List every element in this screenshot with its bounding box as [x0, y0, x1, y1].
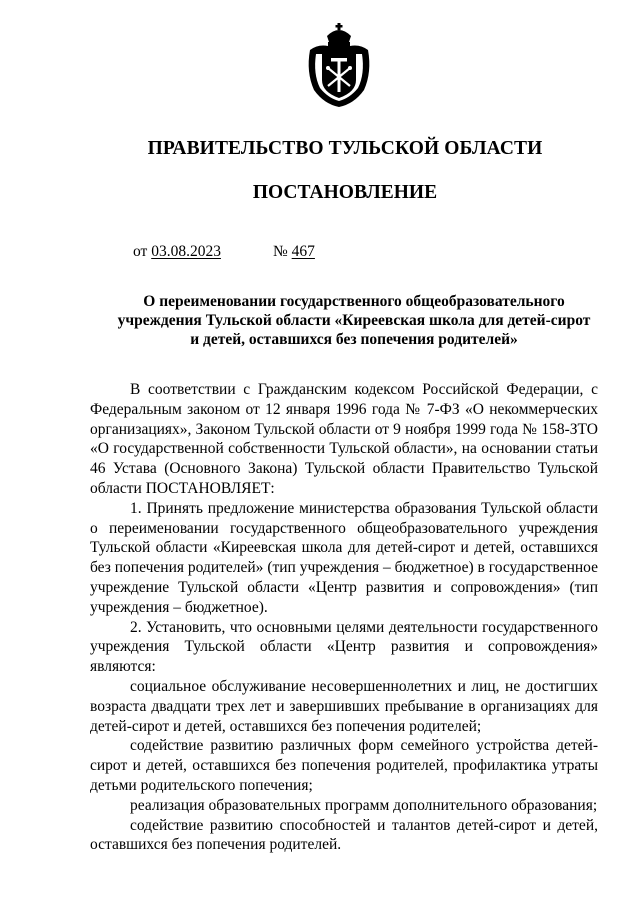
preamble-paragraph: В соответствии с Гражданским кодексом Российской Федерации, с Федеральным законом от 12 января 1996 года № 7-ФЗ «О некоммерческих организациях», Законом Тульской области от 9 ноября 1999 года № 158-ЗТО «О государственной собственности Тульской области», на основании статьи 46 Устава (Основного Закона) Тульской области Правительство Тульской области ПОСТАНОВЛЯЕТ:	[90, 381, 598, 497]
document-subject: О переименовании государственного общеобразовательного учреждения Тульской области «Киреевская школа для детей-сирот и детей, оставшихся без попечения родителей»	[117, 293, 591, 348]
date-value: 03.08.2023	[151, 243, 221, 260]
clause-2-paragraph: 2. Установить, что основными целями деятельности государственного учреждения Тульской области «Центр развития и сопровождения» являются:	[90, 618, 598, 676]
government-title: ПРАВИТЕЛЬСТВО ТУЛЬСКОЙ ОБЛАСТИ	[147, 138, 543, 159]
document-date	[133, 243, 221, 261]
document-body	[90, 380, 598, 855]
number-value: 467	[291, 243, 315, 260]
goal-paragraph-4: содействие развитию способностей и талантов детей-сирот и детей, оставшихся без попечения родителей.	[90, 816, 598, 854]
goal-paragraph-2: содействие развитию различных форм семейного устройства детей-сирот и детей, оставшихся без попечения родителей, профилактика утраты детьми родительского попечения;	[90, 737, 598, 794]
number-prefix: №	[273, 243, 288, 260]
clause-1-paragraph: 1. Принять предложение министерства образования Тульской области о переименовании государственного общеобразовательного учреждения Тульской области «Киреевская школа для детей-сирот и детей, оставшихся без попечения родителей» (тип учреждения – бюджетное) в государственное учреждение Тульской области «Центр развития и сопровождения» (тип учреждения – бюджетное).	[90, 499, 598, 616]
date-prefix: от	[133, 243, 148, 260]
coat-of-arms-icon	[300, 22, 378, 108]
goal-paragraph-3: реализация образовательных программ дополнительного образования;	[130, 796, 598, 814]
document-number	[273, 243, 315, 261]
goal-paragraph-1: социальное обслуживание несовершеннолетних и лиц, не достигших возраста двадцати трех лет и завершивших пребывание в организациях для детей-сирот и детей, оставшихся без попечения родителей;	[90, 677, 598, 735]
document-type: ПОСТАНОВЛЕНИЕ	[252, 182, 438, 203]
